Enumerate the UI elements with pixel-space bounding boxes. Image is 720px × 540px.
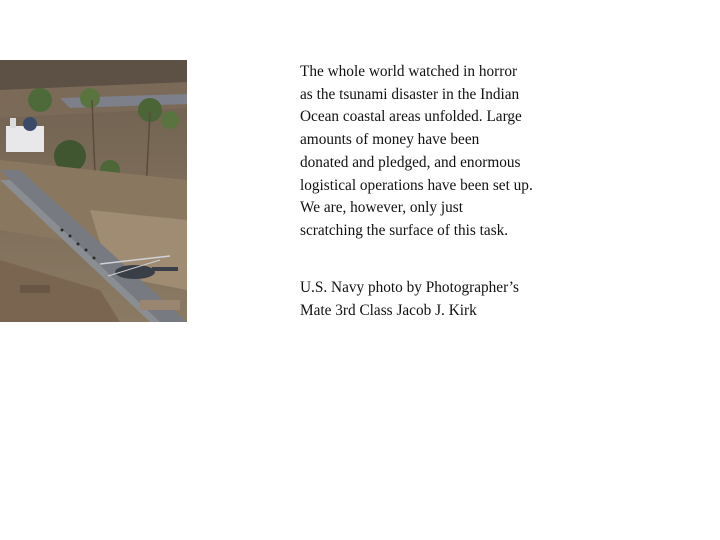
tsunami-aerial-photo	[0, 60, 187, 322]
slide-paragraph: The whole world watched in horror as the tsunami disaster in the Indian Ocean coastal areas unfolded. Large amounts of money have been donated and pledged, and enormous logistical operations have been set up. We are, however, only just scratching the surface of this task.	[300, 63, 533, 239]
photo-illustration	[0, 60, 187, 322]
photo-credit: U.S. Navy photo by Photographer’s Mate 3rd Class Jacob J. Kirk	[300, 279, 519, 319]
